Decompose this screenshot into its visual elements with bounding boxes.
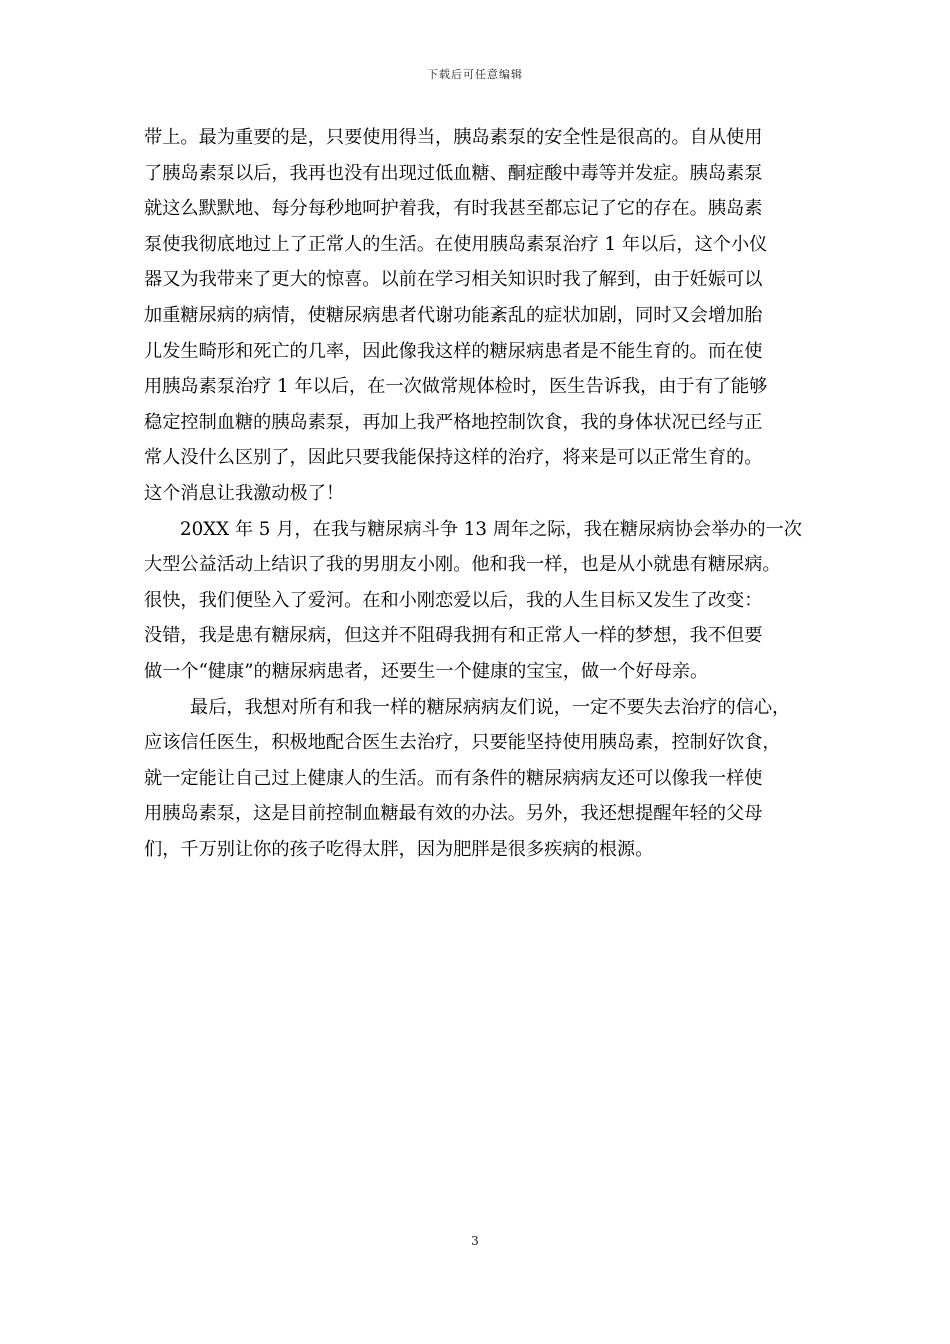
paragraph-2 xyxy=(144,512,810,690)
text-line: 带上。最为重要的是，只要使用得当，胰岛素泵的安全性是很高的。自从使用 xyxy=(144,127,763,148)
page-header: 下载后可任意编辑 xyxy=(427,68,523,81)
text-line: 做一个“健康”的糖尿病患者，还要生一个健康的宝宝，做一个好母亲。 xyxy=(144,660,709,682)
text-line: 了胰岛素泵以后，我再也没有出现过低血糖、酮症酸中毒等并发症。胰岛素泵 xyxy=(144,162,763,184)
text-line: 这个消息让我激动极了！ xyxy=(144,482,345,504)
text-line: 泵使我彻底地过上了正常人的生活。在使用胰岛素泵治疗 1 年以后，这个小仪 xyxy=(144,233,768,255)
text-line: 用胰岛素泵，这是目前控制血糖最有效的办法。另外，我还想提醒年轻的父母 xyxy=(144,803,763,825)
text-line: 用胰岛素泵治疗 1 年以后，在一次做常规体检时，医生告诉我，由于有了能够 xyxy=(144,376,768,398)
text-line: 最后，我想对所有和我一样的糖尿病病友们说，一定不要失去治疗的信心， xyxy=(190,696,791,718)
text-line: 就这么默默地、每分每秒地呵护着我，有时我甚至都忘记了它的存在。胰岛素 xyxy=(144,198,763,220)
text-line: 常人没什么区别了，因此只要我能保持这样的治疗，将来是可以正常生育的。 xyxy=(144,447,763,469)
text-line: 20XX 年 5 月，在我与糖尿病斗争 13 周年之际，我在糖尿病协会举办的一次 xyxy=(180,518,802,540)
paragraph-3 xyxy=(144,690,810,868)
text-line: 们，千万别让你的孩子吃得太胖，因为肥胖是很多疾病的根源。 xyxy=(144,838,654,860)
text-line: 就一定能让自己过上健康人的生活。而有条件的糖尿病病友还可以像我一样使 xyxy=(144,767,763,789)
text-line: 没错，我是患有糖尿病，但这并不阻碍我拥有和正常人一样的梦想，我不但要 xyxy=(144,625,763,647)
paragraph-1 xyxy=(144,120,810,512)
text-line: 大型公益活动上结识了我的男朋友小刚。他和我一样，也是从小就患有糖尿病。 xyxy=(144,554,781,576)
page-number: 3 xyxy=(471,1234,479,1248)
text-line: 稳定控制血糖的胰岛素泵，再加上我严格地控制饮食，我的身体状况已经与正 xyxy=(144,411,763,433)
text-line: 加重糖尿病的病情，使糖尿病患者代谢功能紊乱的症状加剧，同时又会增加胎 xyxy=(144,304,763,326)
text-line: 应该信任医生，积极地配合医生去治疗，只要能坚持使用胰岛素，控制好饮食， xyxy=(144,732,781,754)
text-line: 儿发生畸形和死亡的几率，因此像我这样的糖尿病患者是不能生育的。而在使 xyxy=(144,340,763,362)
text-line: 很快，我们便坠入了爱河。在和小刚恋爱以后，我的人生目标又发生了改变： xyxy=(144,589,763,611)
text-line: 器又为我带来了更大的惊喜。以前在学习相关知识时我了解到，由于妊娠可以 xyxy=(144,269,763,291)
body-text xyxy=(144,120,810,867)
